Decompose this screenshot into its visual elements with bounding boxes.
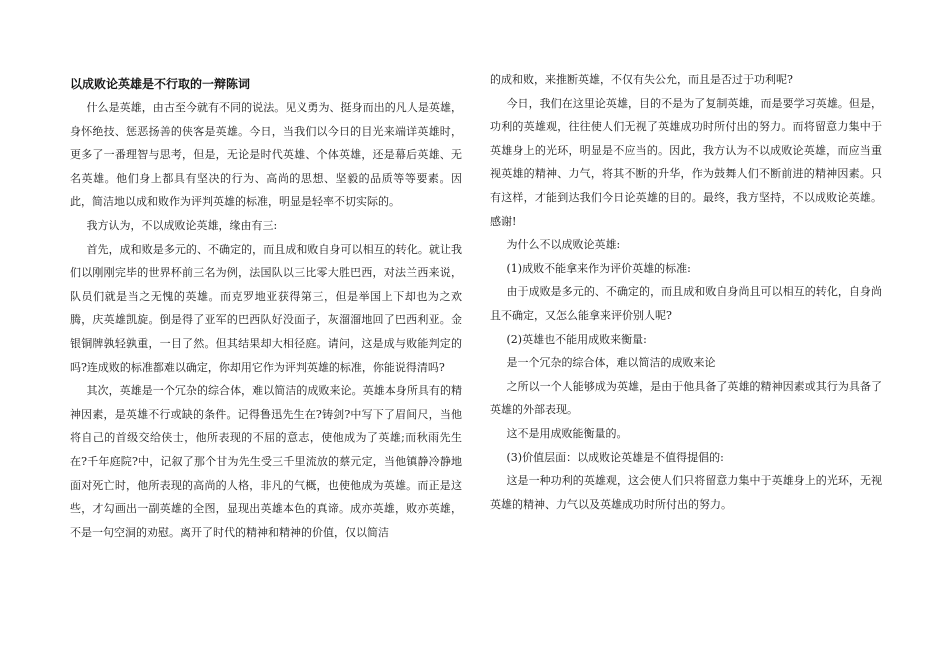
- left-column: [70, 68, 462, 544]
- paragraph-continuation: 的成和败，来推断英雄，不仅有失公允，而且是否过于功利呢?: [490, 73, 793, 86]
- outline-heading: 为什么不以成败论英雄:: [506, 238, 621, 252]
- outline-item-2-heading: (2)英雄也不能用成败来衡量:: [506, 332, 647, 346]
- paragraph-thesis: 我方认为，不以成败论英雄，缘由有三:: [86, 218, 278, 232]
- paragraph-conclusion: 今日，我们在这里论英雄，目的不是为了复制英雄，而是要学习英雄。但是，功利的英雄观，往往使人们无视了英雄成功时所付出的努力。而将留意力集中于英雄身上的光环，明显是不应当的。因此，我方认为不以成败论英雄，而应当重视英雄的精神、力气，将其不断的升华，作为鼓舞人们不断前进的精神因素。只有这样，才能到达我们今日论英雄的目的。最终，我方坚持，不以成败论英雄。感谢!: [490, 96, 882, 228]
- paragraph-intro: 什么是英雄，由古至今就有不同的说法。见义勇为、挺身而出的凡人是英雄，身怀绝技、惩恶扬善的侠客是英雄。今日，当我们以今日的目光来端详英雄时，更多了一番理智与思考，但是，无论是时代英雄、个体英雄，还是幕后英雄、无名英雄。他们身上都具有坚决的行为、高尚的思想、坚毅的品质等等要素。因此，简洁地以成和败作为评判英雄的标准，明显是轻率不切实际的。: [70, 101, 462, 209]
- outline-item-1-heading: (1)成败不能拿来作为评价英雄的标准:: [506, 261, 691, 275]
- outline-item-2-body: 是一个冗杂的综合体，难以简洁的成败来论: [506, 356, 716, 370]
- paragraph-second-reason: 其次，英雄是一个冗杂的综合体，难以简洁的成败来论。英雄本身所具有的精神因素，是英雄不行或缺的条件。记得鲁迅先生在?铸剑?中写下了眉间尺，当他将自己的首级交给侠士，他所表现的不屈的意志，使他成为了英雄;而秋雨先生在?千年庭院?中，记叙了那个甘为先生受三千里流放的蔡元定，当他镇静冷静地面对死亡时，他所表现的高尚的人格，非凡的气概，也使他成为英雄。而正是这些，才勾画出一副英雄的全图，显现出英雄本色的真谛。成亦英雄，败亦英雄，不是一句空洞的劝慰。离开了时代的精神和精神的价值，仅以简洁: [70, 384, 462, 539]
- paragraph-first-reason: 首先，成和败是多元的、不确定的，而且成和败自身可以相互的转化。就让我们以刚刚完毕的世界杯前三名为例，法国队以三比零大胜巴西，对法兰西来说，队员们就是当之无愧的英雄。而克罗地亚获得第三，但是举国上下却也为之欢腾，庆英雄凯旋。倒是得了亚军的巴西队好没面子，灰溜溜地回了巴西利亚。金银铜牌孰轻孰重，一目了然。但其结果却大相径庭。请问，这是成与败能判定的吗?连成败的标准都难以确定，你却用它作为评判英雄的标准，你能说得清吗?: [70, 242, 462, 374]
- outline-item-1-body: 由于成败是多元的、不确定的，而且成和败自身尚且可以相互的转化，自身尚且不确定，又怎么能拿来评价别人呢?: [490, 285, 882, 322]
- outline-item-3-heading: (3)价值层面：以成败论英雄是不值得提倡的:: [506, 450, 724, 464]
- outline-item-3-body: 这是一种功利的英雄观，这会使人们只将留意力集中于英雄身上的光环，无视英雄的精神、力气以及英雄成功时所付出的努力。: [490, 474, 882, 511]
- right-column: [490, 68, 882, 516]
- outline-item-2-body-note: 这不是用成败能衡量的。: [506, 426, 628, 440]
- document-title: 以成败论英雄是不行取的一辩陈词: [70, 77, 251, 91]
- outline-item-2-body-extra: 之所以一个人能够成为英雄，是由于他具备了英雄的精神因素或其行为具备了英雄的外部表现。: [490, 379, 882, 417]
